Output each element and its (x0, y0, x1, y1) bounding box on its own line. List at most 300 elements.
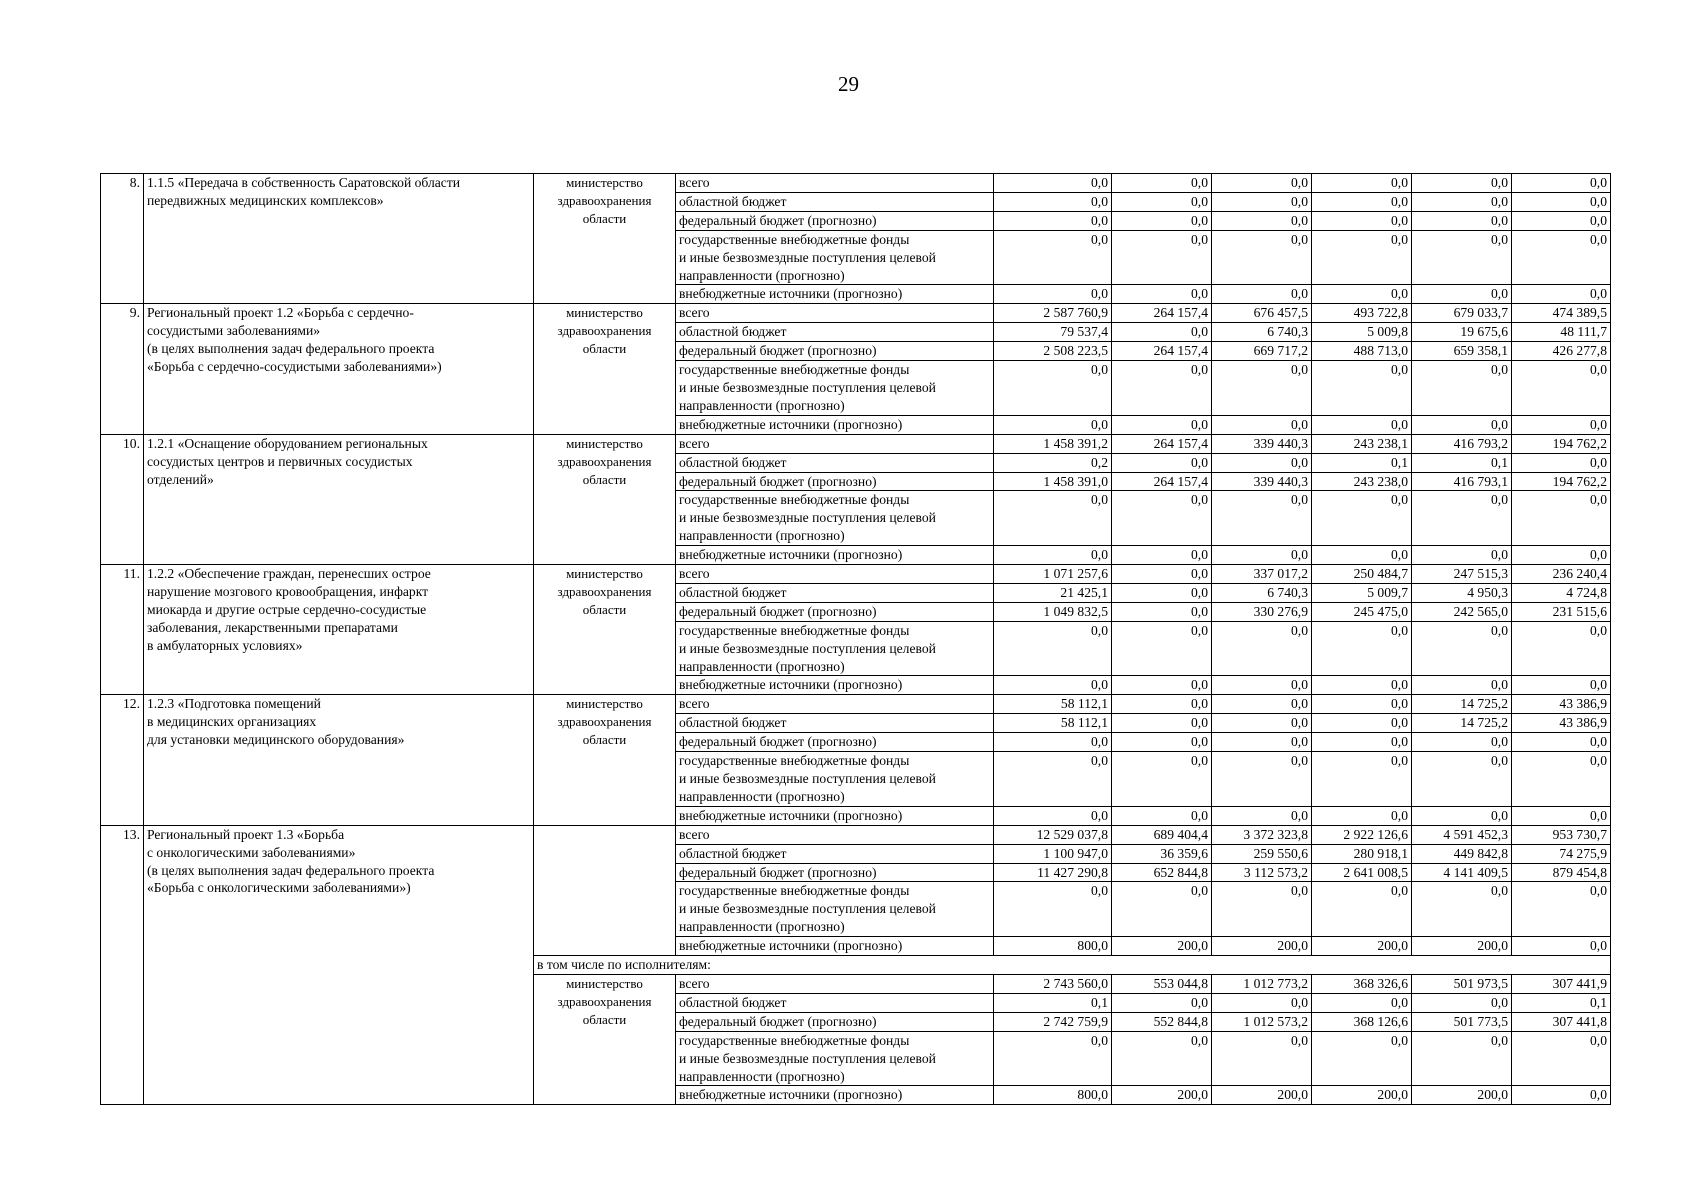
row-index: 10. (101, 434, 144, 564)
source-label-total: всего (676, 825, 994, 844)
source-label-regional: областной бюджет (676, 453, 994, 472)
source-label-offbudget: внебюджетные источники (прогнозно) (676, 415, 994, 434)
value-cell: 4 724,8 (1512, 583, 1611, 602)
value-cell: 4 141 409,5 (1412, 863, 1512, 882)
value-cell: 0,0 (1512, 192, 1611, 211)
value-cell: 676 457,5 (1212, 304, 1312, 323)
value-cell: 4 591 452,3 (1412, 825, 1512, 844)
value-cell: 426 277,8 (1512, 342, 1611, 361)
executors-note: в том числе по исполнителям: (534, 956, 1611, 975)
value-cell: 0,0 (1112, 882, 1212, 937)
value-cell: 501 973,5 (1412, 974, 1512, 993)
value-cell: 0,0 (1512, 361, 1611, 416)
value-cell: 0,0 (1212, 211, 1312, 230)
value-cell: 416 793,2 (1412, 434, 1512, 453)
value-cell: 2 922 126,6 (1312, 825, 1412, 844)
value-cell: 0,0 (994, 621, 1112, 676)
value-cell: 79 537,4 (994, 323, 1112, 342)
row-name-line: «Борьба с онкологическими заболеваниями») (147, 880, 411, 896)
value-cell: 2 743 560,0 (994, 974, 1112, 993)
value-cell: 552 844,8 (1112, 1012, 1212, 1031)
source-label-offbudget: внебюджетные источники (прогнозно) (676, 546, 994, 565)
value-cell: 0,0 (1212, 1031, 1312, 1086)
value-cell: 953 730,7 (1512, 825, 1611, 844)
value-cell: 0,0 (1212, 676, 1312, 695)
value-cell: 12 529 037,8 (994, 825, 1112, 844)
value-cell: 0,1 (1412, 453, 1512, 472)
row-name-line: Региональный проект 1.2 «Борьба с сердечно- (147, 305, 414, 321)
value-cell: 200,0 (1312, 1086, 1412, 1105)
value-cell: 0,0 (1512, 806, 1611, 825)
row-name (144, 304, 534, 434)
value-cell: 5 009,7 (1312, 583, 1412, 602)
value-cell: 194 762,2 (1512, 434, 1611, 453)
value-cell: 0,0 (1212, 882, 1312, 937)
source-label-regional: областной бюджет (676, 993, 994, 1012)
value-cell: 264 157,4 (1112, 304, 1212, 323)
value-cell: 0,0 (1512, 453, 1611, 472)
row-name-line: сосудистыми заболеваниями» (147, 323, 321, 339)
executor-line: министерство (566, 975, 643, 991)
value-cell: 337 017,2 (1212, 565, 1312, 584)
page-number: 29 (838, 72, 859, 96)
source-label-line: государственные внебюджетные фонды (679, 362, 910, 378)
executor-cell (534, 304, 676, 434)
value-cell: 0,0 (1212, 174, 1312, 193)
budget-table-body (101, 174, 1611, 1105)
value-cell: 236 240,4 (1512, 565, 1611, 584)
value-cell: 307 441,9 (1512, 974, 1611, 993)
value-cell: 659 358,1 (1412, 342, 1512, 361)
row-name-line: 1.1.5 «Передача в собственность Саратовской области (147, 175, 461, 190)
value-cell: 0,0 (994, 806, 1112, 825)
value-cell: 0,0 (1312, 491, 1412, 546)
value-cell: 0,0 (1312, 546, 1412, 565)
row-index: 12. (101, 695, 144, 825)
executor-cell (534, 434, 676, 564)
value-cell: 0,0 (1512, 937, 1611, 956)
value-cell: 330 276,9 (1212, 602, 1312, 621)
source-label-line: и иные безвозмездные поступления целевой (679, 510, 936, 526)
source-label-line: государственные внебюджетные фонды (679, 883, 910, 899)
value-cell: 307 441,8 (1512, 1012, 1611, 1031)
source-label-funds (676, 1031, 994, 1086)
value-cell: 0,0 (1212, 621, 1312, 676)
value-cell: 0,1 (1312, 453, 1412, 472)
value-cell: 11 427 290,8 (994, 863, 1112, 882)
value-cell: 14 725,2 (1412, 695, 1512, 714)
source-label-total: всего (676, 974, 994, 993)
value-cell: 0,0 (1112, 453, 1212, 472)
source-label-federal: федеральный бюджет (прогнозно) (676, 602, 994, 621)
value-cell: 0,0 (1512, 752, 1611, 807)
table-row (101, 695, 1611, 714)
value-cell: 0,0 (994, 211, 1112, 230)
value-cell: 0,0 (1512, 211, 1611, 230)
value-cell: 48 111,7 (1512, 323, 1611, 342)
value-cell: 0,0 (1212, 806, 1312, 825)
row-name (144, 434, 534, 564)
source-label-line: направленности (прогнозно) (679, 1068, 845, 1084)
source-label-total: всего (676, 565, 994, 584)
source-label-line: и иные безвозмездные поступления целевой (679, 379, 936, 395)
executor-line: области (582, 601, 627, 617)
executor-line: министерство (566, 566, 643, 582)
row-name (144, 825, 534, 1105)
row-name-line: 1.2.1 «Оснащение оборудованием региональных (147, 435, 428, 451)
value-cell: 0,0 (1212, 361, 1312, 416)
value-cell: 0,0 (1412, 211, 1512, 230)
value-cell: 0,0 (1112, 323, 1212, 342)
value-cell: 0,0 (994, 752, 1112, 807)
value-cell: 0,1 (994, 993, 1112, 1012)
value-cell: 1 012 573,2 (1212, 1012, 1312, 1031)
value-cell: 0,0 (1412, 491, 1512, 546)
table-row (101, 434, 1611, 453)
source-label-federal: федеральный бюджет (прогнозно) (676, 733, 994, 752)
value-cell: 0,0 (994, 882, 1112, 937)
executor-line: министерство (566, 696, 643, 712)
value-cell: 0,0 (1412, 676, 1512, 695)
value-cell: 0,0 (1512, 676, 1611, 695)
value-cell: 0,0 (1212, 415, 1312, 434)
row-name-line: в амбулаторных условиях» (147, 637, 303, 653)
value-cell: 14 725,2 (1412, 714, 1512, 733)
value-cell: 21 425,1 (994, 583, 1112, 602)
source-label-total: всего (676, 695, 994, 714)
source-label-funds (676, 230, 994, 285)
source-label-line: государственные внебюджетные фонды (679, 622, 910, 638)
value-cell: 0,0 (994, 733, 1112, 752)
source-label-line: государственные внебюджетные фонды (679, 753, 910, 769)
source-label-regional: областной бюджет (676, 323, 994, 342)
value-cell: 74 275,9 (1512, 844, 1611, 863)
row-name-line: отделений» (147, 471, 214, 487)
value-cell: 0,0 (1412, 621, 1512, 676)
value-cell: 0,0 (1412, 993, 1512, 1012)
value-cell: 0,0 (1112, 602, 1212, 621)
value-cell: 0,0 (1412, 1031, 1512, 1086)
value-cell: 0,0 (994, 174, 1112, 193)
value-cell: 0,0 (1312, 621, 1412, 676)
value-cell: 0,0 (1512, 882, 1611, 937)
source-label-line: и иные безвозмездные поступления целевой (679, 771, 936, 786)
value-cell: 250 484,7 (1312, 565, 1412, 584)
value-cell: 0,0 (1212, 752, 1312, 807)
source-label-federal: федеральный бюджет (прогнозно) (676, 863, 994, 882)
value-cell: 0,0 (994, 676, 1112, 695)
value-cell: 58 112,1 (994, 714, 1112, 733)
value-cell: 2 587 760,9 (994, 304, 1112, 323)
source-label-offbudget: внебюджетные источники (прогнозно) (676, 937, 994, 956)
source-label-line: и иные безвозмездные поступления целевой (679, 901, 936, 917)
value-cell: 0,0 (1512, 174, 1611, 193)
value-cell: 0,0 (1212, 993, 1312, 1012)
source-label-federal: федеральный бюджет (прогнозно) (676, 342, 994, 361)
value-cell: 0,0 (1412, 882, 1512, 937)
value-cell: 2 508 223,5 (994, 342, 1112, 361)
value-cell: 2 742 759,9 (994, 1012, 1112, 1031)
value-cell: 0,0 (1312, 1031, 1412, 1086)
source-label-regional: областной бюджет (676, 714, 994, 733)
row-name-line: миокарда и другие острые сердечно-сосудистые (147, 601, 427, 617)
source-label-line: направленности (прогнозно) (679, 658, 845, 674)
value-cell: 0,0 (1212, 453, 1312, 472)
value-cell: 0,0 (1312, 676, 1412, 695)
value-cell: 0,0 (1412, 192, 1512, 211)
value-cell: 0,0 (1112, 733, 1212, 752)
value-cell: 200,0 (1112, 1086, 1212, 1105)
executor-line: области (582, 1011, 627, 1027)
source-label-line: направленности (прогнозно) (679, 528, 845, 544)
row-name-line: в медицинских организациях (147, 714, 317, 730)
row-name-line: 1.2.2 «Обеспечение граждан, перенесших острое (147, 566, 431, 582)
value-cell: 0,0 (1112, 714, 1212, 733)
value-cell: 0,0 (1512, 621, 1611, 676)
row-name (144, 174, 534, 304)
value-cell: 368 326,6 (1312, 974, 1412, 993)
value-cell: 0,0 (1512, 491, 1611, 546)
value-cell: 0,0 (1412, 415, 1512, 434)
value-cell: 0,0 (994, 546, 1112, 565)
value-cell: 19 675,6 (1412, 323, 1512, 342)
value-cell: 0,0 (1512, 1031, 1611, 1086)
executor-line: здравоохранения (557, 192, 652, 208)
value-cell: 200,0 (1412, 1086, 1512, 1105)
value-cell: 0,0 (1112, 285, 1212, 304)
budget-table (100, 173, 1611, 1105)
row-index: 13. (101, 825, 144, 1105)
value-cell: 0,0 (994, 491, 1112, 546)
value-cell: 0,0 (994, 230, 1112, 285)
value-cell: 0,0 (1312, 882, 1412, 937)
value-cell: 0,0 (1212, 695, 1312, 714)
value-cell: 0,0 (1412, 285, 1512, 304)
row-name (144, 695, 534, 825)
source-label-funds (676, 752, 994, 807)
executor-cell (534, 695, 676, 825)
value-cell: 4 950,3 (1412, 583, 1512, 602)
executor-line: министерство (566, 435, 643, 451)
value-cell: 0,0 (1412, 230, 1512, 285)
source-label-federal: федеральный бюджет (прогнозно) (676, 1012, 994, 1031)
source-label-funds (676, 621, 994, 676)
row-name-line: Региональный проект 1.3 «Борьба (147, 826, 345, 842)
value-cell: 200,0 (1312, 937, 1412, 956)
source-label-line: государственные внебюджетные фонды (679, 492, 910, 508)
value-cell: 0,0 (1112, 676, 1212, 695)
value-cell: 0,0 (1412, 806, 1512, 825)
table-row (101, 304, 1611, 323)
value-cell: 0,0 (1112, 174, 1212, 193)
source-label-line: и иные безвозмездные поступления целевой (679, 1050, 936, 1066)
value-cell: 0,0 (1112, 192, 1212, 211)
value-cell: 1 071 257,6 (994, 565, 1112, 584)
value-cell: 58 112,1 (994, 695, 1112, 714)
value-cell: 0,0 (1312, 174, 1412, 193)
executor-line: здравоохранения (557, 714, 652, 730)
value-cell: 259 550,6 (1212, 844, 1312, 863)
executor-cell (534, 825, 676, 955)
value-cell: 0,0 (1312, 733, 1412, 752)
value-cell: 0,0 (1112, 211, 1212, 230)
value-cell: 1 458 391,2 (994, 434, 1112, 453)
value-cell: 0,1 (1512, 993, 1611, 1012)
executor-line: здравоохранения (557, 583, 652, 599)
value-cell: 200,0 (1212, 937, 1312, 956)
value-cell: 0,0 (1312, 361, 1412, 416)
value-cell: 689 404,4 (1112, 825, 1212, 844)
value-cell: 1 012 773,2 (1212, 974, 1312, 993)
value-cell: 0,0 (1112, 1031, 1212, 1086)
value-cell: 43 386,9 (1512, 714, 1611, 733)
value-cell: 200,0 (1112, 937, 1212, 956)
source-label-federal: федеральный бюджет (прогнозно) (676, 472, 994, 491)
value-cell: 0,0 (1212, 733, 1312, 752)
value-cell: 0,0 (1112, 565, 1212, 584)
value-cell: 0,0 (1512, 415, 1611, 434)
source-label-regional: областной бюджет (676, 844, 994, 863)
value-cell: 0,0 (1312, 752, 1412, 807)
value-cell: 3 372 323,8 (1212, 825, 1312, 844)
source-label-line: направленности (прогнозно) (679, 267, 845, 283)
value-cell: 247 515,3 (1412, 565, 1512, 584)
value-cell: 339 440,3 (1212, 434, 1312, 453)
value-cell: 243 238,1 (1312, 434, 1412, 453)
value-cell: 493 722,8 (1312, 304, 1412, 323)
value-cell: 0,0 (1412, 174, 1512, 193)
value-cell: 0,0 (1112, 752, 1212, 807)
executor-line: министерство (566, 175, 643, 190)
executor-cell (534, 174, 676, 304)
source-label-line: направленности (прогнозно) (679, 919, 845, 935)
value-cell: 0,0 (1112, 491, 1212, 546)
value-cell: 1 100 947,0 (994, 844, 1112, 863)
value-cell: 0,0 (994, 192, 1112, 211)
value-cell: 0,0 (1212, 230, 1312, 285)
value-cell: 501 773,5 (1412, 1012, 1512, 1031)
value-cell: 0,0 (1412, 546, 1512, 565)
value-cell: 242 565,0 (1412, 602, 1512, 621)
source-label-total: всего (676, 434, 994, 453)
row-name (144, 565, 534, 695)
value-cell: 0,0 (1312, 285, 1412, 304)
value-cell: 449 842,8 (1412, 844, 1512, 863)
value-cell: 0,0 (1212, 714, 1312, 733)
value-cell: 0,0 (1512, 285, 1611, 304)
table-row (101, 825, 1611, 844)
value-cell: 0,0 (1312, 993, 1412, 1012)
value-cell: 1 049 832,5 (994, 602, 1112, 621)
source-label-line: и иные безвозмездные поступления целевой (679, 640, 936, 656)
row-name-line: (в целях выполнения задач федерального проекта (147, 341, 435, 357)
value-cell: 0,0 (994, 361, 1112, 416)
value-cell: 0,0 (1312, 211, 1412, 230)
value-cell: 679 033,7 (1412, 304, 1512, 323)
value-cell: 36 359,6 (1112, 844, 1212, 863)
value-cell: 0,0 (1512, 1086, 1611, 1105)
value-cell: 0,0 (1512, 230, 1611, 285)
value-cell: 0,0 (1312, 230, 1412, 285)
value-cell: 652 844,8 (1112, 863, 1212, 882)
source-label-line: государственные внебюджетные фонды (679, 231, 910, 247)
row-name-line: с онкологическими заболеваниями» (147, 844, 356, 860)
value-cell: 231 515,6 (1512, 602, 1611, 621)
value-cell: 0,0 (1212, 491, 1312, 546)
value-cell: 0,0 (1312, 415, 1412, 434)
value-cell: 800,0 (994, 1086, 1112, 1105)
value-cell: 0,0 (1112, 361, 1212, 416)
row-name-line: для установки медицинского оборудования» (147, 732, 405, 748)
value-cell: 0,0 (1312, 192, 1412, 211)
row-index: 8. (101, 174, 144, 304)
value-cell: 0,0 (1312, 714, 1412, 733)
value-cell: 0,2 (994, 453, 1112, 472)
value-cell: 243 238,0 (1312, 472, 1412, 491)
value-cell: 0,0 (1112, 415, 1212, 434)
source-label-total: всего (676, 174, 994, 193)
source-label-funds (676, 361, 994, 416)
value-cell: 6 740,3 (1212, 583, 1312, 602)
value-cell: 553 044,8 (1112, 974, 1212, 993)
row-index: 9. (101, 304, 144, 434)
value-cell: 0,0 (994, 285, 1112, 304)
source-label-offbudget: внебюджетные источники (прогнозно) (676, 1086, 994, 1105)
row-name-line: сосудистых центров и первичных сосудистых (147, 453, 413, 469)
value-cell: 0,0 (1312, 695, 1412, 714)
source-label-offbudget: внебюджетные источники (прогнозно) (676, 676, 994, 695)
value-cell: 0,0 (1112, 621, 1212, 676)
value-cell: 6 740,3 (1212, 323, 1312, 342)
value-cell: 2 641 008,5 (1312, 863, 1412, 882)
value-cell: 264 157,4 (1112, 342, 1212, 361)
value-cell: 0,0 (994, 1031, 1112, 1086)
value-cell: 0,0 (1412, 752, 1512, 807)
value-cell: 43 386,9 (1512, 695, 1611, 714)
value-cell: 1 458 391,0 (994, 472, 1112, 491)
value-cell: 416 793,1 (1412, 472, 1512, 491)
source-label-regional: областной бюджет (676, 583, 994, 602)
value-cell: 264 157,4 (1112, 434, 1212, 453)
value-cell: 0,0 (1212, 285, 1312, 304)
source-label-total: всего (676, 304, 994, 323)
value-cell: 280 918,1 (1312, 844, 1412, 863)
table-row (101, 174, 1611, 193)
value-cell: 0,0 (1112, 546, 1212, 565)
table-row (101, 565, 1611, 584)
row-name-line: заболевания, лекарственными препаратами (147, 619, 398, 635)
value-cell: 5 009,8 (1312, 323, 1412, 342)
source-label-funds (676, 882, 994, 937)
source-label-regional: областной бюджет (676, 192, 994, 211)
value-cell: 200,0 (1212, 1086, 1312, 1105)
value-cell: 0,0 (1412, 361, 1512, 416)
value-cell: 488 713,0 (1312, 342, 1412, 361)
value-cell: 0,0 (1112, 583, 1212, 602)
source-label-line: направленности (прогнозно) (679, 788, 845, 804)
executor-line: области (582, 210, 627, 226)
value-cell: 0,0 (1512, 546, 1611, 565)
value-cell: 879 454,8 (1512, 863, 1611, 882)
value-cell: 669 717,2 (1212, 342, 1312, 361)
executor-cell (534, 565, 676, 695)
value-cell: 0,0 (994, 415, 1112, 434)
value-cell: 0,0 (1112, 993, 1212, 1012)
row-index: 11. (101, 565, 144, 695)
executor-cell (534, 974, 676, 1104)
value-cell: 0,0 (1312, 806, 1412, 825)
value-cell: 194 762,2 (1512, 472, 1611, 491)
